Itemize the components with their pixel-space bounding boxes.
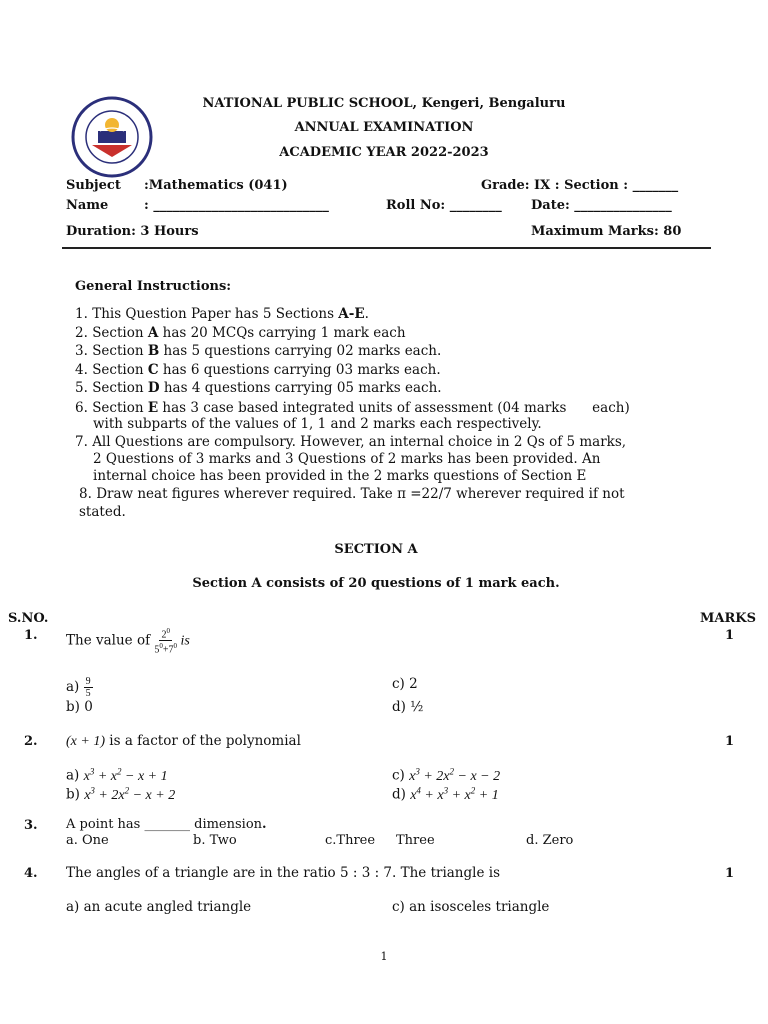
subject-label: Subject <box>66 178 121 193</box>
question-number: 1. <box>24 628 38 643</box>
instruction-item: 5. Section D has 4 questions carrying 05 marks each. <box>75 380 442 397</box>
fraction: $\frac{2^0}{5^0+7^0}$ <box>154 627 178 656</box>
max-marks: Maximum Marks: 80 <box>531 224 682 239</box>
option-a: a) $\frac{9}{5}$ <box>66 676 91 699</box>
marks-header: MARKS <box>700 611 756 626</box>
instructions-title: General Instructions: <box>75 279 232 294</box>
question-number: 4. <box>24 866 38 881</box>
option-c: c.Three <box>325 833 376 848</box>
school-name: NATIONAL PUBLIC SCHOOL, Kengeri, Bengaluru <box>202 96 566 111</box>
question-marks: 1 <box>725 628 735 643</box>
option-d: d) ½ <box>392 699 424 715</box>
section-title: SECTION A <box>334 542 418 557</box>
grade-section: Grade: IX : Section : _______ <box>481 178 679 193</box>
option-d: d) $x^4 + x^3 + x^2 + 1$ <box>392 785 499 803</box>
name-label: Name <box>66 198 109 213</box>
roll-no: Roll No: ________ <box>386 198 502 213</box>
name-value: : ___________________________ <box>144 198 329 213</box>
option-extra: Three <box>396 833 435 848</box>
option-b: b) 0 <box>66 699 93 715</box>
instruction-item: 3. Section B has 5 questions carrying 02 marks each. <box>75 343 442 360</box>
question-text: A point has _______ dimension. <box>66 817 267 832</box>
option-a: a) $x^3 + x^2 - x + 1$ <box>66 766 168 784</box>
instruction-item: 6. Section E has 3 case based integrated units of assessment (04 marks each) with subparts of the values of 1, 1 and 2 marks each respectively. <box>75 399 630 432</box>
instruction-item: 4. Section C has 6 questions carrying 03 marks each. <box>75 361 441 378</box>
sno-header: S.NO. <box>8 611 49 626</box>
instruction-item: 8. Draw neat figures wherever required. Take π =22/7 wherever required if not stated. <box>79 485 625 520</box>
option-b: b. Two <box>193 833 237 848</box>
academic-year: ACADEMIC YEAR 2022-2023 <box>279 145 489 160</box>
subject-value: :Mathematics (041) <box>144 178 288 193</box>
option-c: c) an isosceles triangle <box>392 899 550 915</box>
option-c: c) $x^3 + 2x^2 - x - 2$ <box>392 766 501 784</box>
option-a: a. One <box>66 833 109 848</box>
instruction-item: 2. Section A has 20 MCQs carrying 1 mark each <box>75 324 406 341</box>
option-d: d. Zero <box>526 833 574 848</box>
option-a: a) an acute angled triangle <box>66 899 252 915</box>
exam-title: ANNUAL EXAMINATION <box>294 120 474 135</box>
section-subtitle: Section A consists of 20 questions of 1 mark each. <box>192 576 560 591</box>
option-c: c) 2 <box>392 676 418 692</box>
instructions-list <box>75 305 715 521</box>
question-number: 3. <box>24 818 38 833</box>
question-text: The angles of a triangle are in the ratio 5 : 3 : 7. The triangle is <box>66 865 500 881</box>
option-b: b) $x^3 + 2x^2 - x + 2$ <box>66 785 176 803</box>
question-marks: 1 <box>725 866 735 881</box>
duration: Duration: 3 Hours <box>66 224 199 239</box>
instruction-item: 1. This Question Paper has 5 Sections A-E. <box>75 306 369 322</box>
header-divider <box>62 247 711 249</box>
question-text: The value of $\frac{2^0}{5^0+7^0}$ is <box>66 627 190 656</box>
question-marks: 1 <box>725 734 735 749</box>
instruction-item: 7. All Questions are compulsory. However, an internal choice in 2 Qs of 5 marks, 2 Questions of 3 marks and 3 Questions of 2 marks has been provided. An internal choice has been provided in the 2 marks questions of Section E <box>75 433 627 484</box>
question-number: 2. <box>24 734 38 749</box>
question-text: (x + 1) is a factor of the polynomial <box>66 733 301 749</box>
date-field: Date: _______________ <box>531 198 672 213</box>
page-number: 1 <box>380 950 388 963</box>
